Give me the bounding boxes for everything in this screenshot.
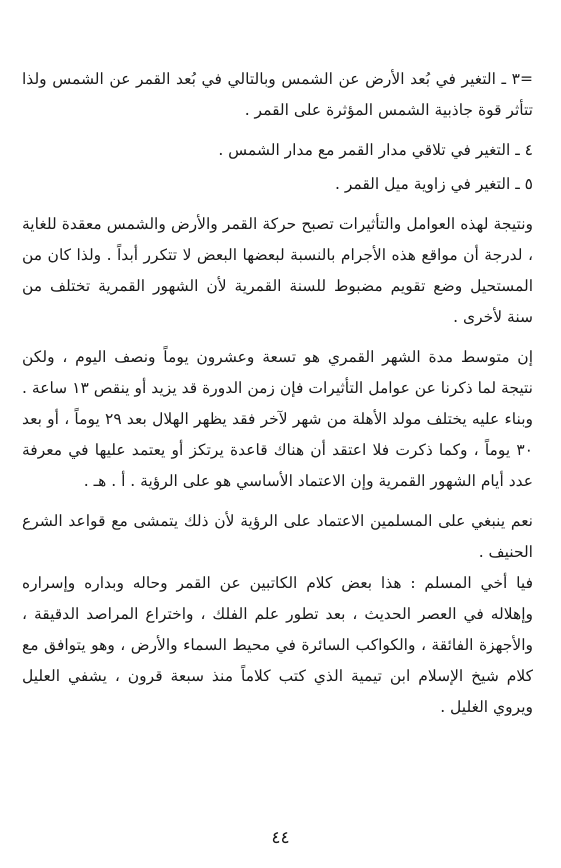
paragraph-complexity: ونتيجة لهذه العوامل والتأثيرات تصبح حركة القمر والأرض والشمس معقدة للغاية ، لدرجة أن مواقع هذه الأجرام بالنسبة لبعضها البعض لا تتكرر أبداً . ولذا كان من المستحيل وضع تقويم مضبوط للسنة القمرية لأن الشهور القمرية تختلف من سنة لأخرى . [22, 215, 533, 326]
body-text [22, 64, 533, 723]
paragraph-conclusion: فيا أخي المسلم : هذا بعض كلام الكاتبين عن القمر وحاله وبداره وإسراره وإهلاله في العصر الحديث ، بعد تطور علم الفلك ، واختراع المراصد الدقيقة ، والأجهزة الفائقة ، والكواكب السائرة في محيط السماء والأرض ، وهو يتوافق مع كلام شيخ الإسلام ابن تيمية الذي كتب كلاماً منذ سبعة قرون ، يشفي العليل ويروي الغليل . [22, 574, 533, 716]
paragraph-item-4: ٤ ـ التغير في تلاقي مدار القمر مع مدار الشمس . [218, 141, 533, 159]
page-number: ٤٤ [271, 828, 290, 848]
paragraph-lunar-month: إن متوسط مدة الشهر القمري هو تسعة وعشرون يوماً ونصف اليوم ، ولكن نتيجة لما ذكرنا عن عوامل التأثيرات فإن زمن الدورة قد يزيد أو ينقص ١٣ ساعة . وبناء عليه يختلف مولد الأهلة من شهر لآخر فقد يظهر الهلال بعد ٢٩ يوماً ، أو بعد ٣٠ يوماً ، وكما ذكرت فلا اعتقد أن هناك قاعدة يرتكز أو يعتمد عليها في معرفة عدد أيام الشهور القمرية وإن الاعتماد الأساسي هو على الرؤية . أ . هـ . [22, 348, 533, 490]
paragraph-item-5: ٥ ـ التغير في زاوية ميل القمر . [334, 175, 533, 193]
paragraph-item-3: =٣ ـ التغير في بُعد الأرض عن الشمس وبالتالي في بُعد القمر عن الشمس ولذا تتأثر قوة جاذبية الشمس المؤثرة على القمر . [22, 70, 533, 119]
paragraph-sighting: نعم ينبغي على المسلمين الاعتماد على الرؤية لأن ذلك يتمشى مع قواعد الشرع الحنيف . [22, 512, 533, 561]
